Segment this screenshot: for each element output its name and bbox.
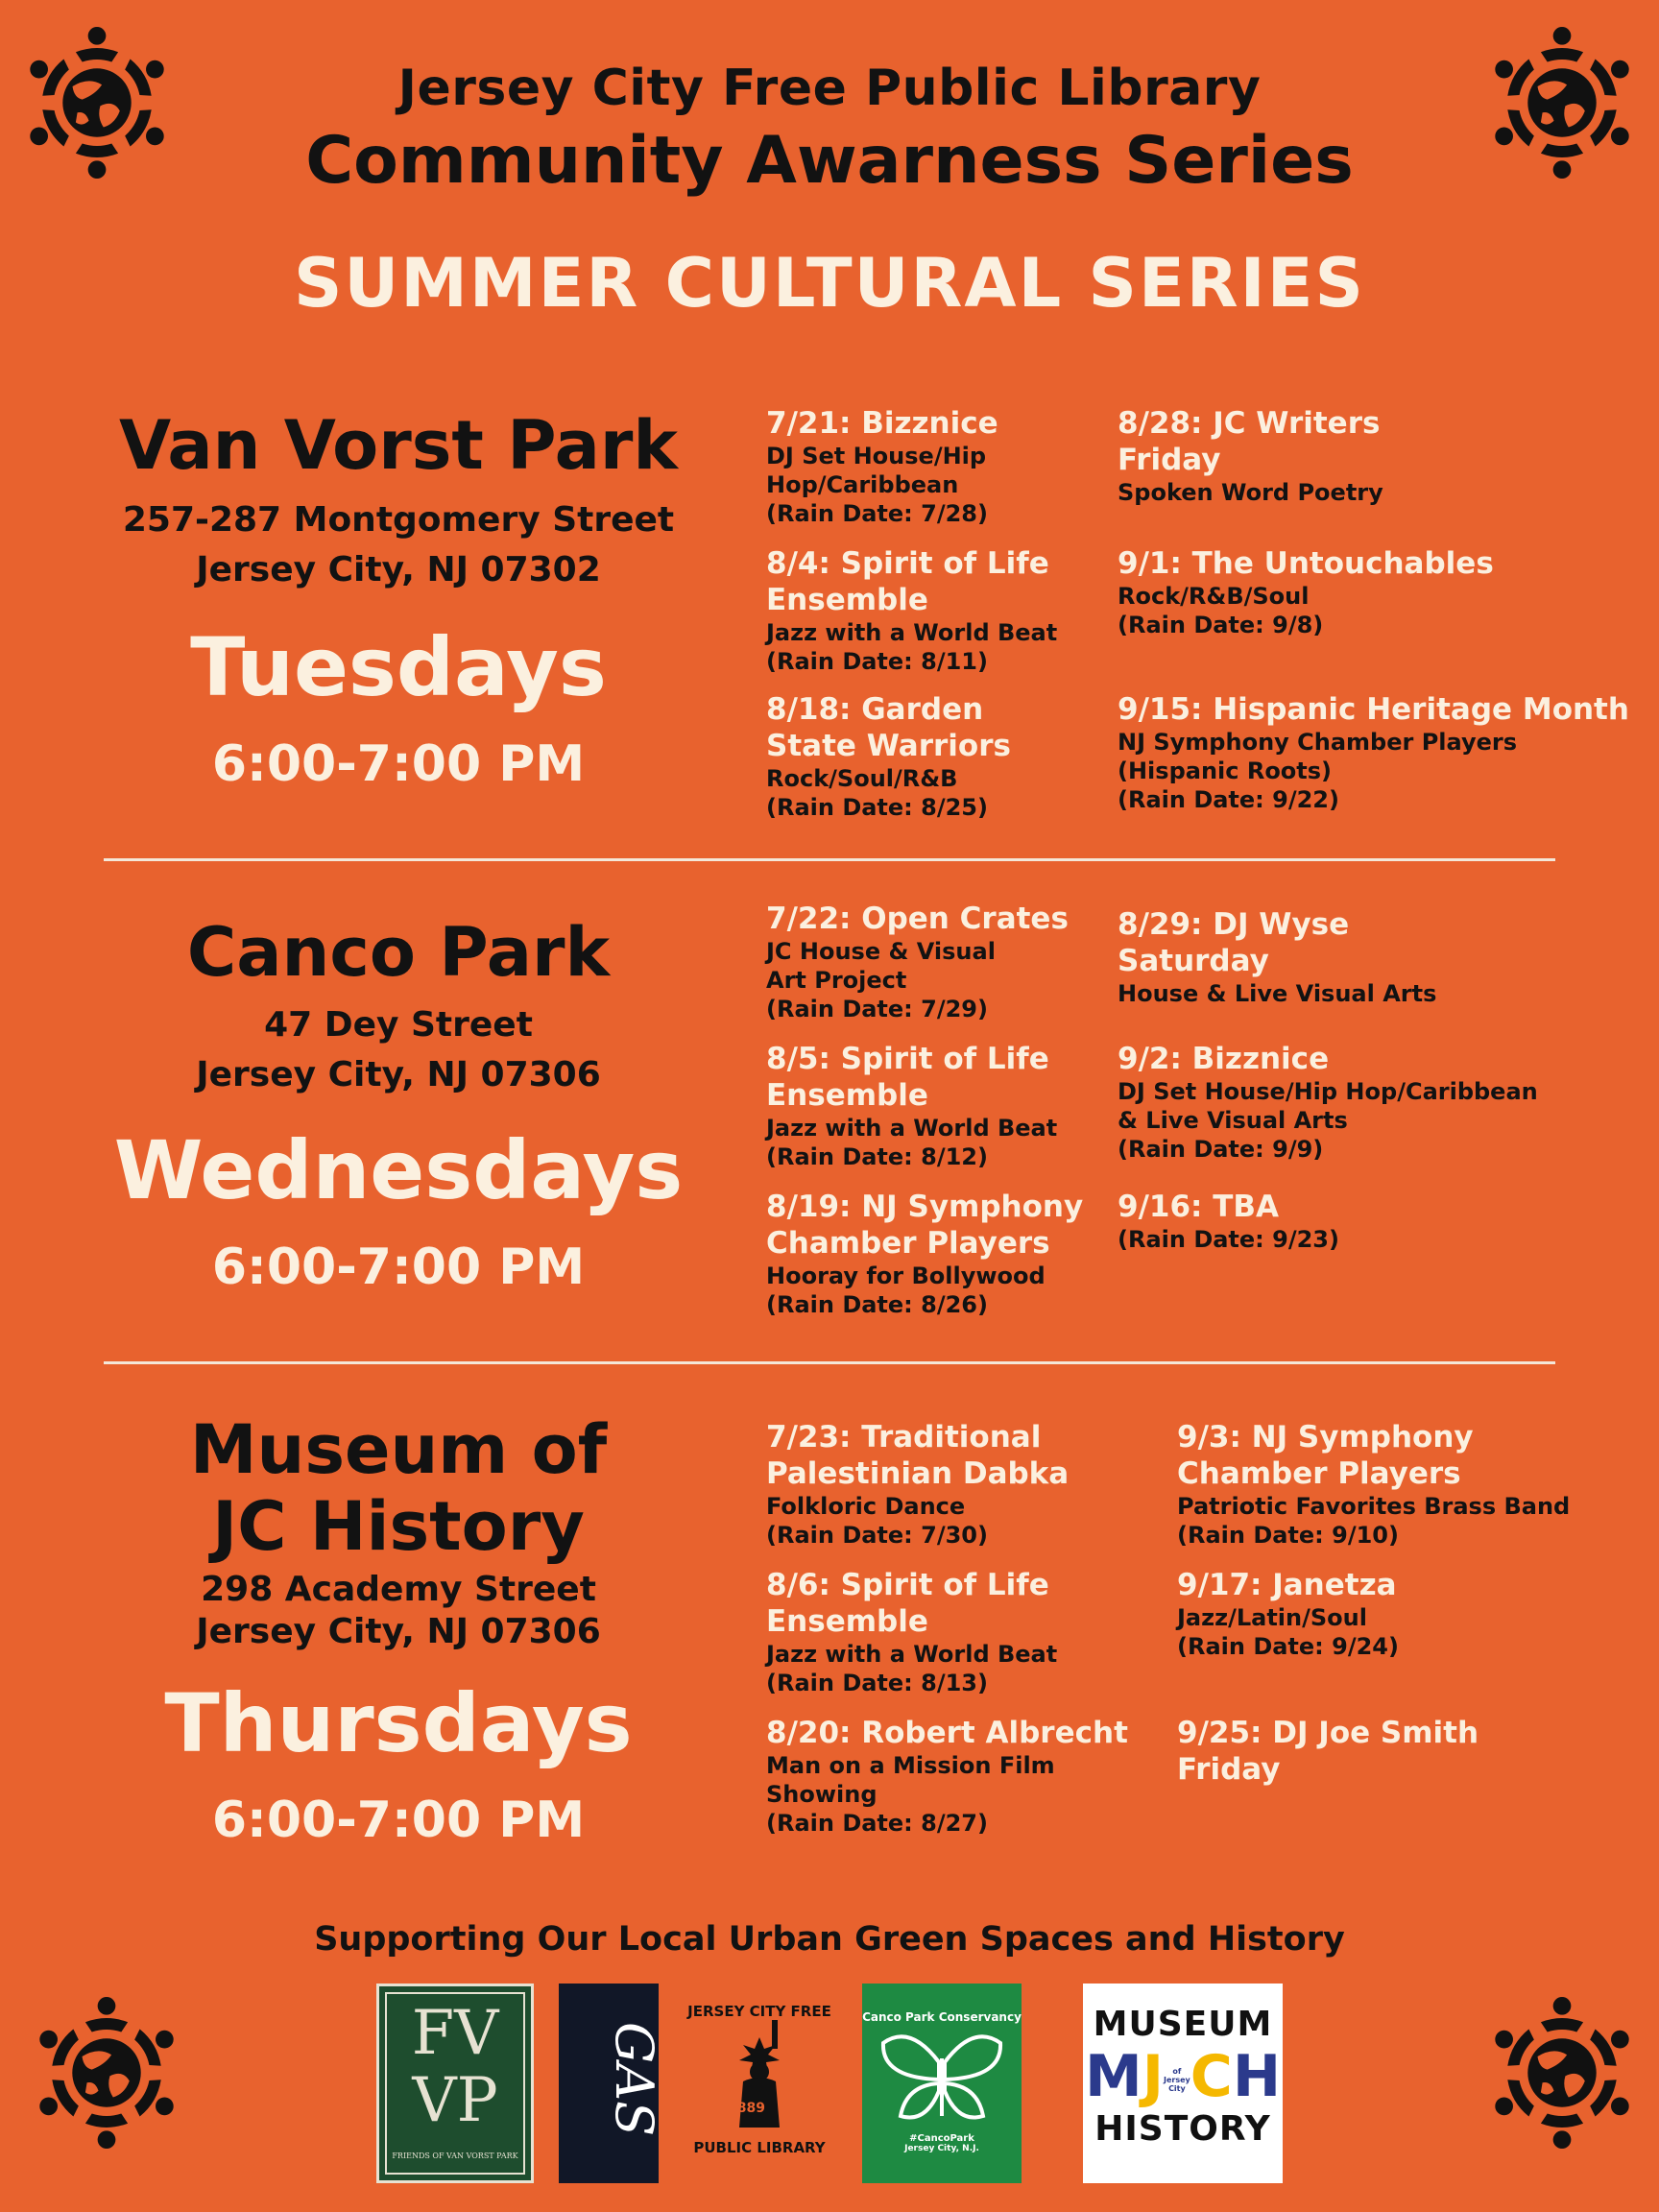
venue-address-line2: Jersey City, NJ 07306 xyxy=(196,1055,601,1094)
event-description: Patriotic Favorites Brass Band (Rain Date: 9/10) xyxy=(1177,1493,1571,1549)
event-item xyxy=(766,1715,1150,1838)
venue-name: Museum of JC History xyxy=(189,1410,608,1566)
event-title: 7/22: Open Crates xyxy=(766,902,1069,936)
event-item xyxy=(1118,405,1617,507)
event-title: 8/6: Spirit of Life Ensemble xyxy=(766,1568,1049,1639)
event-item xyxy=(1177,1567,1638,1661)
people-around-globe-icon xyxy=(25,1991,188,2154)
event-description: NJ Symphony Chamber Players (Hispanic Roots) (Rain Date: 9/22) xyxy=(1118,729,1518,813)
people-around-globe-icon xyxy=(1480,1991,1644,2154)
venue-day: Thursdays xyxy=(164,1676,633,1770)
event-description: Rock/R&B/Soul (Rain Date: 9/8) xyxy=(1118,583,1324,638)
library-logo-year: 1889 xyxy=(728,2101,765,2116)
event-item xyxy=(766,405,1150,528)
museum-logo-h: H xyxy=(1232,2043,1282,2110)
event-title: 9/17: Janetza xyxy=(1177,1568,1397,1602)
fvvp-letters-top: FV xyxy=(411,1998,499,2069)
venue-time: 6:00-7:00 PM xyxy=(211,1238,586,1296)
event-description: Jazz with a World Beat (Rain Date: 8/12) xyxy=(766,1115,1058,1170)
butterfly-icon xyxy=(862,2024,1022,2129)
library-logo xyxy=(680,1984,839,2183)
venue-time: 6:00-7:00 PM xyxy=(211,735,586,793)
gas-logo xyxy=(559,1984,664,2183)
venue-address-line1: 298 Academy Street xyxy=(201,1570,596,1609)
event-item xyxy=(1118,1189,1617,1254)
event-item xyxy=(1177,1419,1647,1550)
museum-logo-top: MUSEUM xyxy=(1093,2005,1273,2044)
event-item xyxy=(766,901,1150,1023)
canco-logo-handle: #CancoPark xyxy=(909,2133,974,2144)
canco-logo xyxy=(862,1984,1022,2183)
event-title: 9/2: Bizznice xyxy=(1118,1042,1330,1076)
event-title: 8/19: NJ Symphony Chamber Players xyxy=(766,1190,1084,1261)
event-description: Rock/Soul/R&B (Rain Date: 8/25) xyxy=(766,765,988,821)
event-description: Man on a Mission Film Showing (Rain Date: 8/27) xyxy=(766,1752,1055,1837)
event-description: Folkloric Dance (Rain Date: 7/30) xyxy=(766,1493,988,1549)
fvvp-letters-bottom: VP xyxy=(412,2065,498,2136)
event-description: (Rain Date: 9/23) xyxy=(1118,1226,1339,1253)
museum-logo-bottom: HISTORY xyxy=(1094,2109,1271,2149)
event-item xyxy=(1177,1715,1638,1788)
event-item xyxy=(1118,1041,1636,1164)
event-title: 9/25: DJ Joe Smith Friday xyxy=(1177,1716,1479,1787)
museum-logo-j: J xyxy=(1142,2043,1165,2110)
event-item xyxy=(1118,691,1636,814)
museum-logo xyxy=(1083,1984,1283,2183)
venue-address-line1: 257-287 Montgomery Street xyxy=(122,500,675,540)
event-title: 8/20: Robert Albrecht xyxy=(766,1716,1128,1750)
event-description: Jazz with a World Beat (Rain Date: 8/11) xyxy=(766,619,1058,675)
fvvp-caption: FRIENDS OF VAN VORST PARK xyxy=(392,2152,518,2160)
canco-logo-top: Canco Park Conservancy xyxy=(862,2010,1022,2024)
event-title: 9/15: Hispanic Heritage Month xyxy=(1118,692,1629,727)
venue-name: Canco Park xyxy=(186,913,611,992)
museum-logo-small-of: of xyxy=(1172,2066,1182,2076)
event-item xyxy=(1118,545,1617,639)
event-item xyxy=(766,1189,1150,1319)
canco-logo-city: Jersey City, N.J. xyxy=(904,2144,979,2153)
event-title: 8/18: Garden State Warriors xyxy=(766,692,1011,763)
section-divider xyxy=(104,1361,1555,1364)
venue-address-line2: Jersey City, NJ 07306 xyxy=(196,1612,601,1651)
event-item xyxy=(766,1419,1150,1550)
event-item xyxy=(766,691,1150,822)
venue-address-line1: 47 Dey Street xyxy=(264,1005,533,1045)
header-series-title: Community Awarness Series xyxy=(305,123,1354,199)
event-description: Hooray for Bollywood (Rain Date: 8/26) xyxy=(766,1262,1046,1318)
museum-logo-m: M xyxy=(1084,2043,1142,2110)
gas-letters: GAS xyxy=(604,2022,664,2137)
museum-logo-small-jersey: Jersey xyxy=(1164,2075,1190,2084)
event-description: JC House & Visual Art Project (Rain Date: 7/29) xyxy=(766,938,996,1022)
venue-day: Tuesdays xyxy=(190,620,607,714)
venue-day: Wednesdays xyxy=(113,1123,684,1217)
event-item xyxy=(766,545,1150,676)
event-item xyxy=(766,1041,1150,1171)
event-title: 8/29: DJ Wyse Saturday xyxy=(1118,907,1350,978)
event-title: 9/3: NJ Symphony Chamber Players xyxy=(1177,1420,1474,1491)
statue-of-liberty-icon xyxy=(680,2020,839,2135)
header-summer-series: SUMMER CULTURAL SERIES xyxy=(294,244,1365,323)
event-title: 9/16: TBA xyxy=(1118,1190,1279,1224)
event-title: 7/21: Bizznice xyxy=(766,406,998,441)
section-divider xyxy=(104,858,1555,861)
event-description: Spoken Word Poetry xyxy=(1118,479,1383,506)
venue-time: 6:00-7:00 PM xyxy=(211,1791,586,1849)
event-description: House & Live Visual Arts xyxy=(1118,980,1437,1007)
event-item xyxy=(766,1567,1150,1697)
header-library-name: Jersey City Free Public Library xyxy=(397,60,1262,117)
event-title: 8/5: Spirit of Life Ensemble xyxy=(766,1042,1049,1113)
event-title: 7/23: Traditional Palestinian Dabka xyxy=(766,1420,1070,1491)
museum-logo-c: C xyxy=(1190,2043,1233,2110)
library-logo-top: JERSEY CITY FREE xyxy=(687,2003,831,2020)
event-title: 8/4: Spirit of Life Ensemble xyxy=(766,546,1049,617)
event-title: 9/1: The Untouchables xyxy=(1118,546,1494,581)
event-title: 8/28: JC Writers Friday xyxy=(1118,406,1381,477)
event-item xyxy=(1118,906,1617,1008)
venue-name: Van Vorst Park xyxy=(119,406,678,485)
library-logo-bottom: PUBLIC LIBRARY xyxy=(693,2139,826,2156)
fvvp-logo xyxy=(376,1984,534,2183)
event-description: DJ Set House/Hip Hop/Caribbean & Live Visual Arts (Rain Date: 9/9) xyxy=(1118,1078,1538,1163)
event-description: DJ Set House/Hip Hop/Caribbean (Rain Date: 7/28) xyxy=(766,443,988,527)
museum-logo-small-city: City xyxy=(1168,2083,1186,2093)
support-tagline: Supporting Our Local Urban Green Spaces and History xyxy=(314,1920,1345,1959)
event-description: Jazz with a World Beat (Rain Date: 8/13) xyxy=(766,1641,1058,1696)
venue-address-line2: Jersey City, NJ 07302 xyxy=(196,550,601,589)
event-description: Jazz/Latin/Soul (Rain Date: 9/24) xyxy=(1177,1604,1399,1660)
